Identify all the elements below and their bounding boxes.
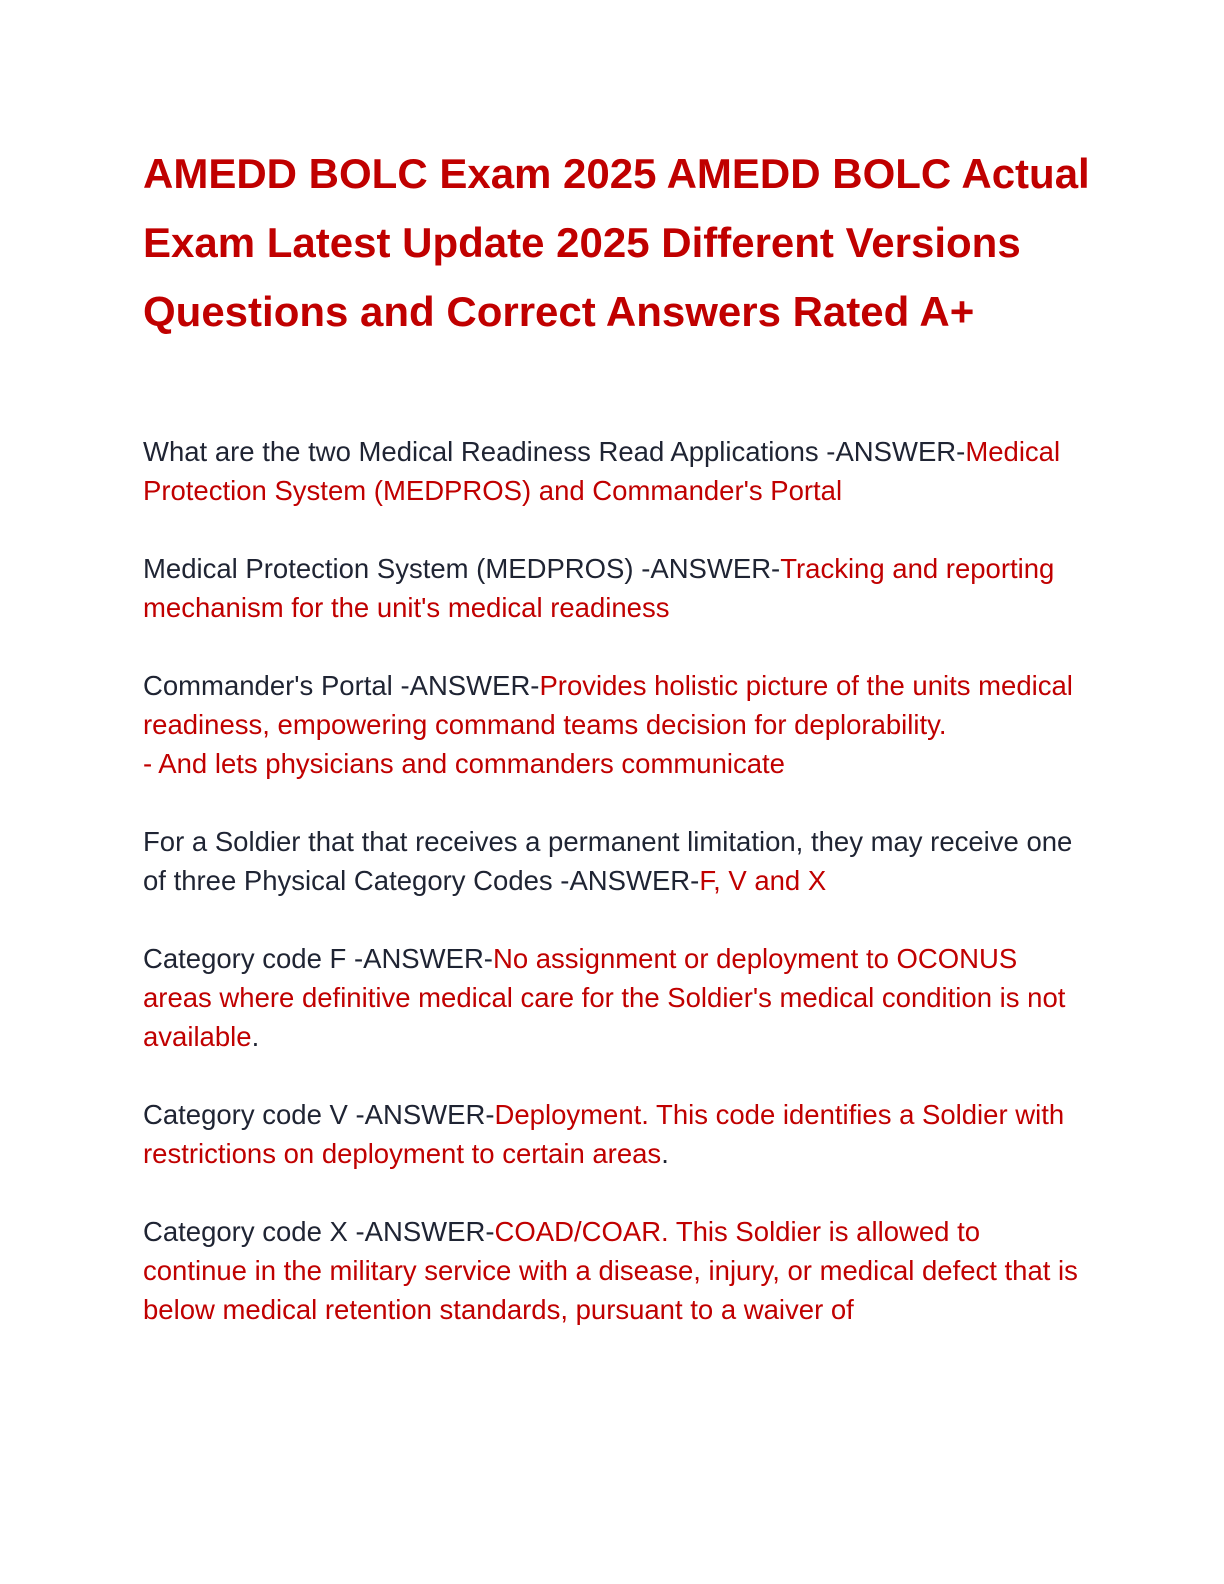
answer-separator: -ANSWER- xyxy=(355,1099,495,1130)
answer-continuation: - And lets physicians and commanders communicate xyxy=(143,748,785,779)
answer-text: Provides holistic picture of the units medical readiness, empowering command teams decision for deplorability. xyxy=(143,670,1073,740)
answer-separator: -ANSWER- xyxy=(641,553,781,584)
question-text: Category code X xyxy=(143,1216,356,1247)
document-title: AMEDD BOLC Exam 2025 AMEDD BOLC Actual Exam Latest Update 2025 Different Versions Questions and Correct Answers Rated A+ xyxy=(143,150,1090,335)
question-text: Commander's Portal xyxy=(143,670,401,701)
qa-item-commanders-portal xyxy=(143,666,1088,783)
question-text: Category code V xyxy=(143,1099,356,1130)
qa-item-medical-readiness-applications xyxy=(143,432,1088,510)
question-text: Medical Protection System (MEDPROS) xyxy=(143,553,642,584)
qa-list xyxy=(143,432,1088,1368)
answer-text: Deployment. This code identifies a Soldier with restrictions on deployment to certain areas xyxy=(143,1099,1065,1169)
answer-trailing-period: . xyxy=(661,1138,669,1169)
qa-item-category-code-f xyxy=(143,939,1088,1056)
answer-text: No assignment or deployment to OCONUS areas where definitive medical care for the Soldier's medical condition is not available xyxy=(143,943,1066,1052)
answer-text: COAD/COAR. This Soldier is allowed to continue in the military service with a disease, injury, or medical defect that is below medical retention standards, pursuant to a waiver of xyxy=(143,1216,1078,1325)
answer-text: Medical Protection System (MEDPROS) and Commander's Portal xyxy=(143,436,1061,506)
answer-separator: -ANSWER- xyxy=(355,1216,495,1247)
answer-separator: -ANSWER- xyxy=(560,865,700,896)
question-text: Category code F xyxy=(143,943,354,974)
qa-item-medpros xyxy=(143,549,1088,627)
answer-separator: -ANSWER- xyxy=(353,943,493,974)
answer-separator: -ANSWER- xyxy=(400,670,540,701)
answer-text: F, V and X xyxy=(699,865,827,896)
question-text: For a Soldier that that receives a permanent limitation, they may receive one of three Physical Category Codes xyxy=(143,826,1073,896)
question-text: What are the two Medical Readiness Read Applications xyxy=(143,436,827,467)
qa-item-physical-category-codes xyxy=(143,822,1088,900)
qa-item-category-code-v xyxy=(143,1095,1088,1173)
answer-trailing-period: . xyxy=(251,1021,260,1052)
answer-text: Tracking and reporting mechanism for the unit's medical readiness xyxy=(143,553,1055,623)
qa-item-category-code-x xyxy=(143,1212,1088,1329)
answer-separator: -ANSWER- xyxy=(826,436,966,467)
